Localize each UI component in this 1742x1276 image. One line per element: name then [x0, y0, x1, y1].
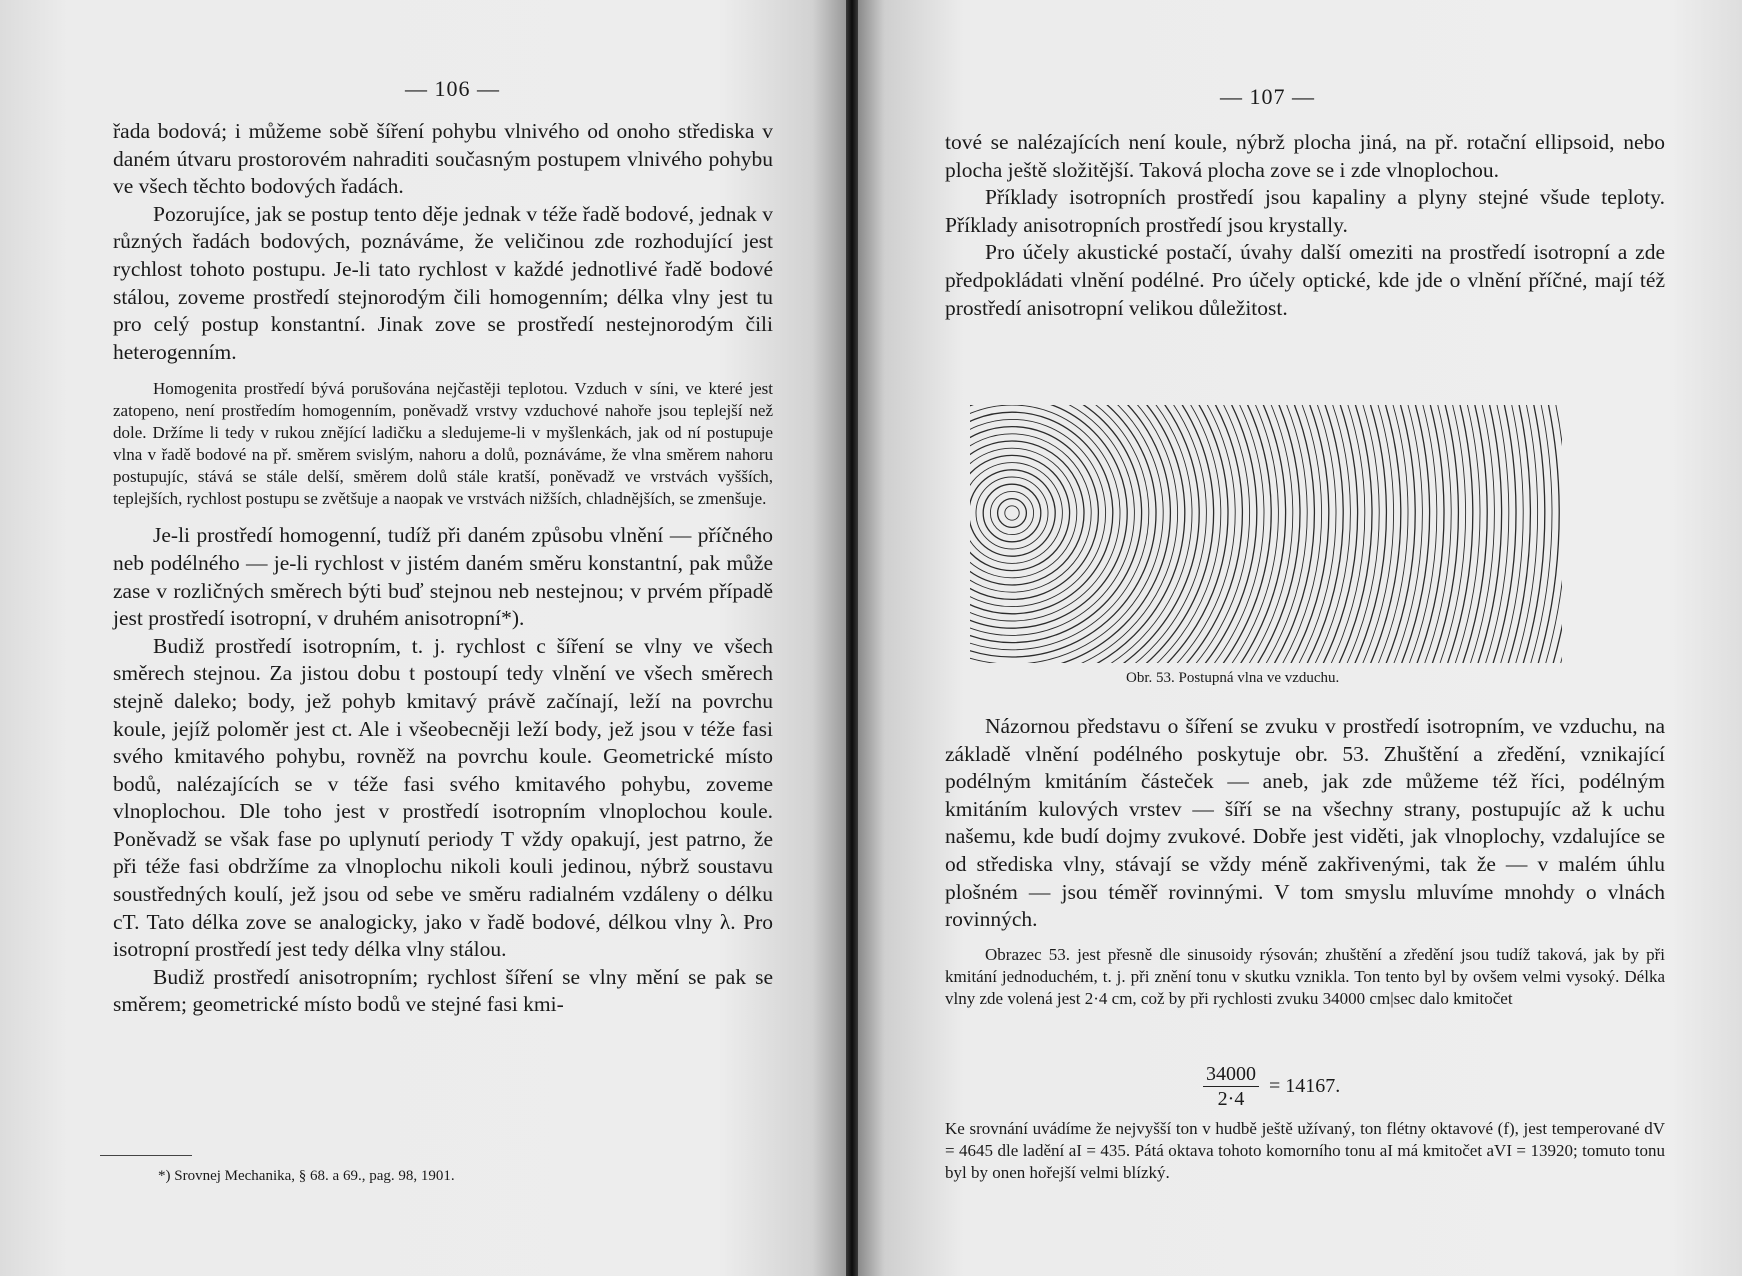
- figure-caption: Obr. 53. Postupná vlna ve vzduchu.: [1126, 670, 1340, 686]
- wave-figure: [970, 405, 1562, 663]
- right-paragraph-4: Názornou představu o šíření se zvuku v prostředí isotropním, ve vzduchu, na základě vlnění podélného poskytuje obr. 53. Zhuštění a zředění, vznikající podélným kmitáním částeček — aneb, jak zde můžeme též říci, podélným kmitáním kulových vrstev — šíří se na všechny strany, postupujíc až k uchu našemu, kde budí dojmy zvukové. Dobře jest viděti, jak vlnoplochy, vzdalujíce se od střediska vlny, stávají se vždy méně zakřivenými, tak že — v malém úhlu plošném — jsou téměř rovinnými. V tom smyslu mluvíme mnohdy o vlnách rovinných.: [945, 714, 1665, 932]
- wave-ring: [970, 434, 1091, 592]
- wave-ring: [976, 477, 1048, 549]
- wave-ring: [970, 405, 1562, 663]
- wave-ring: [970, 405, 1562, 663]
- wave-ring: [983, 484, 1041, 542]
- wave-ring: [970, 405, 1562, 663]
- wave-ring: [970, 405, 1562, 663]
- left-paragraph-2: Pozorujíce, jak se postup tento děje jednak v téže řadě bodové, jednak v různých řadách bodových, poznáváme, že veličinou zde rozhodující jest rychlost tohoto postupu. Je-li tato rychlost v každé jednotlivé řadě bodové stálou, zoveme prostředí stejnorodým čili homogenním; délka vlny jest tu pro celý postup konstantní. Jinak zove se prostředí nestejnorodým čili heterogenním.: [113, 201, 773, 364]
- wave-ring: [970, 405, 1480, 663]
- wave-ring: [970, 405, 1329, 663]
- frequency-formula: [1203, 1062, 1340, 1111]
- wave-ring: [970, 405, 1562, 663]
- wave-ring: [970, 405, 1343, 663]
- book-gutter: [846, 0, 858, 1276]
- wave-ring: [970, 405, 1562, 663]
- wave-ring: [970, 405, 1473, 663]
- page-number-right: — 107 —: [1220, 84, 1315, 109]
- right-small-paragraph-2: Ke srovnání uvádíme že nejvyšší ton v hudbě ještě užívaný, ton flétny oktavové (f), jest temperované dV = 4645 dle ladění aI = 435. Pátá oktava tohoto komorního tonu aI má kmitočet aVI = 13920; tomuto tonu byl by onen hořejší velmi blízký.: [945, 1119, 1665, 1182]
- wave-ring: [970, 448, 1077, 578]
- wave-ring: [970, 405, 1142, 643]
- right-text-final: [945, 1118, 1665, 1184]
- left-paragraph-1: řada bodová; i můžeme sobě šíření pohybu vlnivého od onoho střediska v daném útvaru prostorovém nahraditi současným postupem vlnivého pohybu ve všech těchto bodových řadách.: [113, 119, 773, 199]
- formula-result: = 14167.: [1269, 1075, 1341, 1097]
- formula-fraction: [1203, 1062, 1259, 1111]
- right-text-top: [945, 129, 1665, 322]
- wave-ring: [970, 405, 1562, 663]
- footnote-rule: [100, 1155, 192, 1156]
- wave-ring: [970, 405, 1559, 663]
- formula-numerator: 34000: [1203, 1062, 1259, 1087]
- right-paragraph-2: Příklady isotropních prostředí jsou kapaliny a plyny stejné všude teploty. Příklady anisotropních prostředí jsou krystally.: [945, 185, 1665, 237]
- wave-ring: [1005, 506, 1019, 520]
- wave-ring: [970, 405, 1516, 663]
- left-page: [0, 0, 846, 1276]
- wave-ring: [970, 405, 1562, 663]
- right-page: [858, 0, 1742, 1276]
- wave-ring: [970, 405, 1562, 663]
- left-paragraph-3: Je-li prostředí homogenní, tudíž při daném způsobu vlnění — příčného neb podélného — je-li rychlost v jistém daném směru konstantní, pak může zase v rozličných směrech býti buď stejnou neb nestejnou; v prvém případě jest prostředí isotropní, v druhém anisotropní*).: [113, 523, 773, 631]
- wave-ring: [970, 405, 1466, 663]
- right-small-paragraph-1: Obrazec 53. jest přesně dle sinusoidy rýsován; zhuštění a zředění jsou tudíž taková, jak by při kmitání jednoduchém, t. j. při znění tonu v skutku vznikla. Ton tento byl by ovšem velmi vysoký. Délka vlny zde volená jest 2·4 cm, což by při rychlosti zvuku 34000 cm|sec dalo kmitočet: [945, 944, 1665, 1008]
- page-number-left: — 106 —: [405, 76, 500, 101]
- left-paragraph-5: Budiž prostředí anisotropním; rychlost šíření se vlny mění se pak se směrem; geometrické místo bodů ve stejné fasi kmi-: [113, 964, 773, 1017]
- wave-ring: [970, 405, 1562, 663]
- left-footnote: *) Srovnej Mechanika, § 68. a 69., pag. 98, 1901.: [158, 1168, 455, 1184]
- formula-denominator: 2·4: [1217, 1088, 1245, 1110]
- right-text-bottom: [945, 713, 1665, 1010]
- wave-ring: [990, 491, 1033, 534]
- wave-ring: [998, 499, 1027, 528]
- wave-ring: [970, 405, 1562, 663]
- right-paragraph-3: Pro účely akustické postačí, úvahy další omeziti na prostředí isotropní a zde předpokládati vlnění podélné. Pro účely optické, kde jde o vlnění příčné, mají též prostředí anisotropní velikou důležitost.: [945, 240, 1665, 320]
- wave-ring: [970, 405, 1562, 663]
- left-text-block: [113, 118, 773, 1019]
- left-paragraph-4: Budiž prostředí isotropním, t. j. rychlost c šíření se vlny ve všech směrech stejnou. Za jistou dobu t postoupí tedy vlnění ve všech směrech stejně daleko; body, jež pohyb kmitavý právě začínají, leží na povrchu koule, jejíž poloměr jest ct. Ale i všeobecněji leží body, jež jsou v téže fasi svého kmitavého pohybu, rovněž na povrchu koule. Geometrické místo bodů, nalézajících se v téže fasi svého kmitavého pohybu, zoveme vlnoplochou. Dle toho jest v prostředí isotropním vlnoplochou koule. Poněvadž se však fase po uplynutí periody T vždy opakují, jest patrno, že při téže fasi obdržíme za vlnoplochu nikoli kouli jedinou, nýbrž soustavu soustředných koulí, jež jsou od sebe ve směru radialném vzdáleny o délku cT. Tato délka zove se analogicky, jako v řadě bodové, délkou vlny λ. Pro isotropní prostředí jest tedy délka vlny stálou.: [113, 633, 773, 962]
- wave-ring: [970, 405, 1562, 663]
- wave-ring: [970, 405, 1120, 621]
- wave-ring: [970, 405, 1430, 663]
- left-small-paragraph: Homogenita prostředí bývá porušována nejčastěji teplotou. Vzduch v síni, ve které jest zatopeno, není prostředím homogenním, poněvadž vrstvy vzduchové nahoře jsou teplejší než dole. Držíme li tedy v rukou znějící ladičku a sledujeme-li v myšlenkách, jak od ní postupuje vlna v řadě bodové na př. směrem svislým, nahoru a dolů, poznáváme, že vlna směrem nahoru postupujíc, stává se stále delší, směrem dolů stále kratší, poněvadž ve vrstvách vyšších, teplejších, rychlost postupu se zvětšuje a naopak ve vrstvách nižších, chladnějších, se zmenšuje.: [113, 379, 773, 509]
- wave-ring: [970, 463, 1062, 564]
- wave-ring: [970, 405, 1530, 663]
- wave-ring: [970, 405, 1134, 635]
- wave-ring: [970, 405, 1250, 663]
- wave-ring: [970, 405, 1562, 663]
- wave-ring: [970, 405, 1562, 663]
- right-paragraph-1: tové se nalézajících není koule, nýbrž plocha jiná, na př. rotační ellipsoid, nebo plocha ještě složitější. Taková plocha zove se i zde vlnoplochou.: [945, 130, 1665, 182]
- wave-ring: [970, 405, 1415, 663]
- wave-ring: [970, 405, 1562, 663]
